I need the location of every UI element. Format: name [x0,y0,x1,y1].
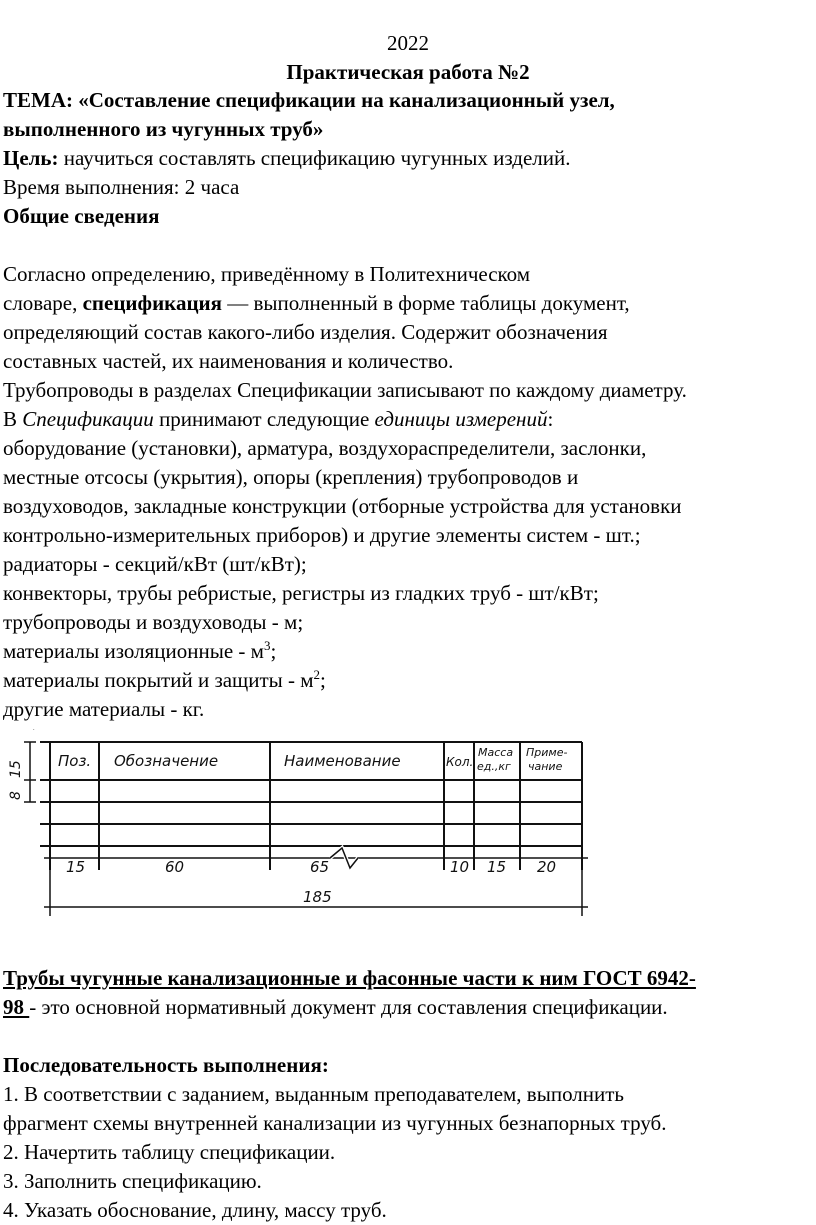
goal-label: Цель: [3,146,59,170]
units-text: материалы покрытий и защиты - м [3,668,314,692]
height-header: 15 [8,760,24,778]
width-mass: 15 [487,858,507,876]
header-pos: Поз. [58,752,92,770]
definition-line-6 [3,405,813,434]
blank-line [3,1022,813,1051]
definition-line-4: составных частей, их наименования и количество. [3,349,454,373]
width-name: 65 [310,858,330,876]
procedure-heading: Последовательность выполнения: [3,1053,329,1077]
width-designation: 60 [165,858,185,876]
document-title: Практическая работа №2 [286,60,530,84]
spec-table-svg [0,730,606,936]
definition-text: словаре, [3,291,83,315]
width-note: 20 [537,858,557,876]
units-line-1: оборудование (установки), арматура, воздухораспределители, заслонки, [3,436,647,460]
definition-italic: единицы измерений [374,407,548,431]
topic-line-1: ТЕМА: «Составление спецификации на канализационный узел, [3,88,615,112]
width-total: 185 [303,888,332,906]
header-mass-1: Масса [478,746,514,759]
procedure-step: 1. В соответствии с заданием, выданным преподавателем, выполнить [3,1082,624,1106]
time-line: Время выполнения: 2 часа [3,175,240,199]
definition-line-5: Трубопроводы в разделах Спецификации записывают по каждому диаметру. [3,378,687,402]
procedure-step: 4. Указать обоснование, длину, массу труб. [3,1198,387,1222]
definition-term: спецификация [82,291,223,315]
units-line-6: конвекторы, трубы ребристые, регистры из гладких труб - шт/кВт; [3,581,599,605]
blank-line [3,231,813,260]
document-year: 2022 [387,31,429,55]
definition-line-2 [3,289,813,318]
definition-line-3: определяющий состав какого-либо изделия. Содержит обозначения [3,320,608,344]
gost-title-line-1: Трубы чугунные канализационные и фасонные части к ним ГОСТ 6942- [3,966,696,990]
goal-text: научиться составлять спецификацию чугунных изделий. [58,146,571,170]
gost-line-2 [3,993,813,1022]
units-line-9 [3,666,813,695]
units-line-7: трубопроводы и воздуховоды - м; [3,610,304,634]
procedure-step: 2. Начертить таблицу спецификации. [3,1140,336,1164]
units-line-4: контрольно-измерительных приборов) и другие элементы систем - шт.; [3,523,641,547]
units-superscript: 2 [313,667,321,682]
specification-table-drawing [0,730,606,936]
definition-text: — выполненный в форме таблицы документ, [222,291,630,315]
document-body [3,86,813,753]
units-line-8 [3,637,813,666]
width-qty: 10 [450,858,470,876]
gost-description: - это основной нормативный документ для составления спецификации. [29,995,668,1019]
width-pos: 15 [66,858,86,876]
goal-line [3,144,813,173]
units-line-2: местные отсосы (укрытия), опоры (крепления) трубопроводов и [3,465,579,489]
definition-text: : [547,407,554,431]
procedure-step: фрагмент схемы внутренней канализации из чугунных безнапорных труб. [3,1111,667,1135]
header-note-1: Приме- [526,746,568,759]
header-note-2: чание [528,760,563,773]
units-line-5: радиаторы - секций/кВт (шт/кВт); [3,552,307,576]
definition-line-1: Согласно определению, приведённому в Политехническом [3,262,531,286]
units-text: материалы изоляционные - м [3,639,264,663]
topic-line-2: выполненного из чугунных труб» [3,117,324,141]
header-designation: Обозначение [114,752,219,770]
header-name: Наименование [284,752,401,770]
height-row: 8 [8,791,24,800]
units-line-3: воздуховодов, закладные конструкции (отборные устройства для установки [3,494,682,518]
units-line-10: другие материалы - кг. [3,697,205,721]
header-mass-2: ед.,кг [477,760,511,773]
header-qty: Кол. [446,755,474,769]
units-superscript: 3 [263,638,271,653]
document-bottom [3,964,813,1225]
procedure-step: 3. Заполнить спецификацию. [3,1169,262,1193]
definition-italic: Спецификации [22,407,154,431]
units-text: ; [320,668,326,692]
definition-text: принимают следующие [153,407,375,431]
gost-title-line-2: 98 [3,995,30,1019]
general-heading: Общие сведения [3,204,160,228]
definition-text: В [3,407,23,431]
units-text: ; [270,639,277,663]
